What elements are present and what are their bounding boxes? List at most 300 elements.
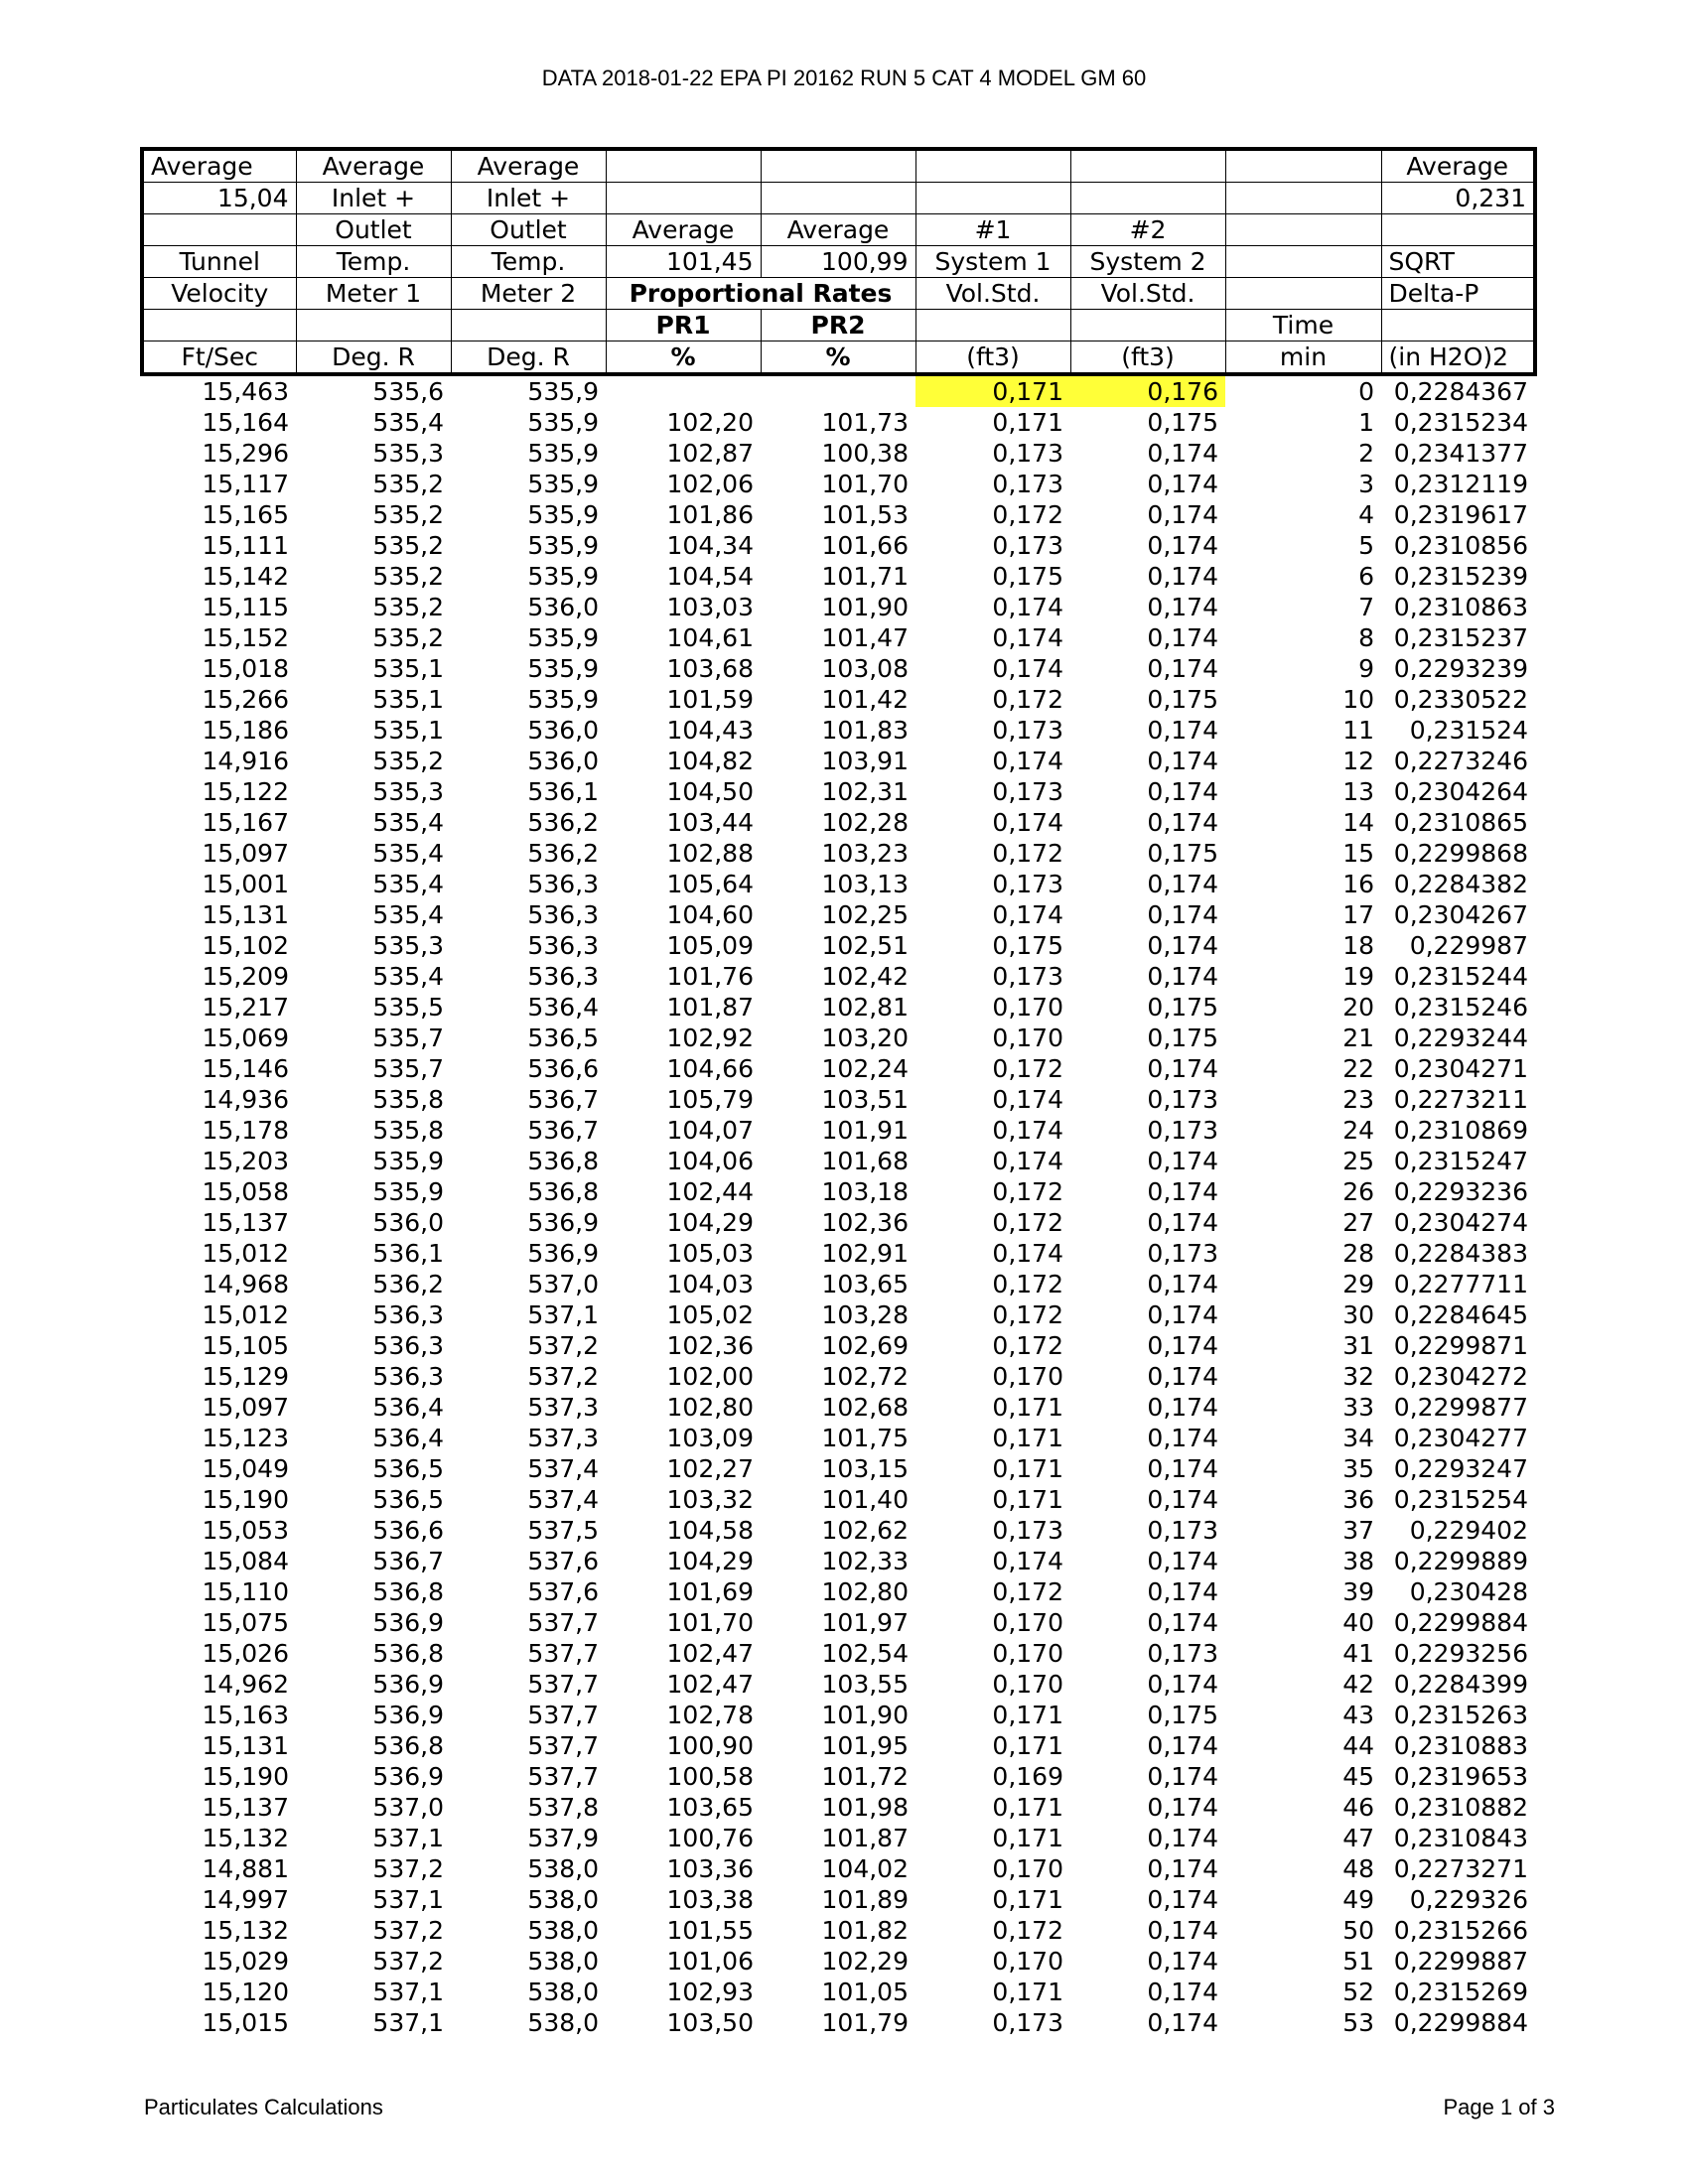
table-cell: 0,170 [992, 1639, 1063, 1668]
table-cell: 0,2315266 [1393, 1916, 1528, 1945]
table-cell: 101,90 [821, 1701, 909, 1729]
table-cell: 537,2 [527, 1362, 599, 1391]
table-cell: 15,097 [202, 839, 289, 868]
table-cell: 0,174 [1147, 716, 1218, 745]
table-cell: 535,2 [372, 623, 444, 652]
table-cell: 535,4 [372, 900, 444, 929]
table-cell: 535,3 [372, 931, 444, 960]
header-cell [1070, 149, 1225, 183]
table-cell: 16 [1342, 870, 1374, 898]
table-cell: 536,3 [527, 900, 599, 929]
table-cell: 14,936 [202, 1085, 289, 1114]
table-cell: 15,217 [202, 993, 289, 1022]
table-cell: 100,58 [666, 1762, 754, 1791]
table-cell: 105,03 [666, 1239, 754, 1268]
table-cell: 535,9 [527, 654, 599, 683]
table-cell: 538,0 [527, 1978, 599, 2006]
table-cell: 52 [1342, 1978, 1374, 2006]
header-cell [606, 149, 761, 183]
table-cell: 7 [1358, 593, 1374, 621]
header-cell: SQRT [1381, 246, 1535, 278]
table-row [142, 1053, 1535, 1084]
table-cell: 102,91 [821, 1239, 909, 1268]
table-cell: 0,171 [992, 1885, 1063, 1914]
table-cell: 536,0 [372, 1208, 444, 1237]
table-cell: 101,76 [666, 962, 754, 991]
table-cell: 104,06 [666, 1147, 754, 1175]
table-cell: 48 [1342, 1854, 1374, 1883]
table-cell: 0,174 [992, 654, 1063, 683]
table-cell: 102,36 [821, 1208, 909, 1237]
table-cell: 0,174 [1147, 1731, 1218, 1760]
table-cell: 0,174 [1147, 808, 1218, 837]
table-cell: 0,174 [1147, 1670, 1218, 1699]
table-cell: 536,2 [527, 808, 599, 837]
table-cell: 18 [1342, 931, 1374, 960]
table-row [142, 1546, 1535, 1576]
table-row [142, 1207, 1535, 1238]
table-cell: 103,03 [666, 593, 754, 621]
table-row [142, 1576, 1535, 1607]
table-cell: 103,55 [821, 1670, 909, 1699]
table-row [142, 1730, 1535, 1761]
table-cell: 537,0 [372, 1793, 444, 1822]
table-row [142, 1269, 1535, 1299]
table-cell: 536,8 [527, 1177, 599, 1206]
table-row [142, 746, 1535, 776]
table-cell: 535,4 [372, 839, 444, 868]
table-cell: 105,09 [666, 931, 754, 960]
table-cell: 15,296 [202, 439, 289, 468]
table-cell: 0,174 [1147, 962, 1218, 991]
table-cell: 103,68 [666, 654, 754, 683]
table-cell: 50 [1342, 1916, 1374, 1945]
table-cell: 49 [1342, 1885, 1374, 1914]
table-cell: 14,916 [202, 747, 289, 775]
table-cell: 15,266 [202, 685, 289, 714]
table-cell: 13 [1342, 777, 1374, 806]
table-cell: 0,171 [992, 1454, 1063, 1483]
header-cell: #1 [915, 214, 1070, 246]
header-cell [1225, 278, 1381, 310]
table-cell: 537,4 [527, 1454, 599, 1483]
table-cell: 102,62 [821, 1516, 909, 1545]
header-cell [296, 310, 451, 341]
table-cell: 0,172 [992, 1054, 1063, 1083]
table-cell: 47 [1342, 1824, 1374, 1852]
table-row [142, 1515, 1535, 1546]
table-cell: 0,174 [1147, 777, 1218, 806]
header-cell [1070, 310, 1225, 341]
table-cell: 102,47 [666, 1639, 754, 1668]
table-cell: 15,152 [202, 623, 289, 652]
table-cell: 27 [1342, 1208, 1374, 1237]
table-cell: 537,7 [527, 1731, 599, 1760]
header-cell: Inlet + [451, 183, 606, 214]
table-cell: 537,3 [527, 1424, 599, 1452]
table-cell: 0,2277711 [1393, 1270, 1528, 1298]
header-cell [915, 149, 1070, 183]
table-cell: 15,102 [202, 931, 289, 960]
table-cell: 0,2284645 [1393, 1300, 1528, 1329]
table-cell: 101,53 [821, 500, 909, 529]
table-row [142, 1607, 1535, 1638]
table-cell: 0,174 [1147, 870, 1218, 898]
table-cell: 103,08 [821, 654, 909, 683]
table-cell: 15,209 [202, 962, 289, 991]
table-cell: 0,172 [992, 1270, 1063, 1298]
table-cell: 537,7 [527, 1762, 599, 1791]
table-cell: 535,4 [372, 962, 444, 991]
header-cell: Meter 2 [451, 278, 606, 310]
table-cell: 104,66 [666, 1054, 754, 1083]
header-cell: Outlet [451, 214, 606, 246]
average-pr1-value: 101,45 [606, 246, 761, 278]
table-cell: 0,174 [1147, 1854, 1218, 1883]
table-cell: 536,3 [527, 931, 599, 960]
table-cell: 0,175 [1147, 408, 1218, 437]
table-cell: 536,0 [527, 747, 599, 775]
header-cell [1225, 246, 1381, 278]
table-cell: 102,47 [666, 1670, 754, 1699]
table-cell: 2 [1358, 439, 1374, 468]
table-cell: 0,2304271 [1393, 1054, 1528, 1083]
table-cell: 536,7 [527, 1116, 599, 1145]
table-cell: 0,2315246 [1393, 993, 1528, 1022]
table-cell: 105,02 [666, 1300, 754, 1329]
table-cell: 535,4 [372, 870, 444, 898]
table-cell: 15,015 [202, 2008, 289, 2037]
table-cell: 102,88 [666, 839, 754, 868]
table-cell: 0,2315244 [1393, 962, 1528, 991]
table-row [142, 1484, 1535, 1515]
table-cell: 536,9 [372, 1701, 444, 1729]
table-cell: 0,173 [992, 531, 1063, 560]
table-cell: 0,2315237 [1393, 623, 1528, 652]
table-cell: 102,54 [821, 1639, 909, 1668]
table-row [142, 715, 1535, 746]
table-cell: 0,174 [1147, 500, 1218, 529]
table-cell: 15,012 [202, 1300, 289, 1329]
table-cell: 0,2273211 [1393, 1085, 1528, 1114]
table-cell: 11 [1342, 716, 1374, 745]
header-cell: Average [296, 149, 451, 183]
table-cell: 0,2310869 [1393, 1116, 1528, 1145]
table-cell: 0,174 [1147, 562, 1218, 591]
header-cell: System 2 [1070, 246, 1225, 278]
table-cell: 536,8 [527, 1147, 599, 1175]
table-row [142, 374, 1535, 407]
table-cell: 535,9 [372, 1147, 444, 1175]
table-cell: 537,2 [372, 1947, 444, 1976]
table-cell: 103,65 [666, 1793, 754, 1822]
table-cell: 15,018 [202, 654, 289, 683]
table-cell: 536,4 [527, 993, 599, 1022]
table-cell: 104,82 [666, 747, 754, 775]
table-cell: 536,3 [372, 1300, 444, 1329]
table-cell: 0,170 [992, 1024, 1063, 1052]
table-cell: 0,174 [1147, 1300, 1218, 1329]
header-cell: Outlet [296, 214, 451, 246]
table-cell: 535,1 [372, 716, 444, 745]
table-cell: 36 [1342, 1485, 1374, 1514]
header-cell: Ft/Sec [142, 341, 296, 375]
table-cell: 0,230428 [1409, 1577, 1528, 1606]
table-cell: 537,8 [527, 1793, 599, 1822]
table-row [142, 1884, 1535, 1915]
table-cell [761, 374, 915, 407]
table-cell: 0,174 [992, 808, 1063, 837]
table-cell: 17 [1342, 900, 1374, 929]
table-cell: 0,174 [1147, 1577, 1218, 1606]
table-cell: 101,73 [821, 408, 909, 437]
table-row [142, 992, 1535, 1023]
table-cell: 535,8 [372, 1116, 444, 1145]
table-cell: 535,2 [372, 531, 444, 560]
table-cell: 15,001 [202, 870, 289, 898]
header-cell: % [606, 341, 761, 375]
header-row [142, 183, 1535, 214]
table-cell: 101,47 [821, 623, 909, 652]
table-row [142, 1361, 1535, 1392]
table-cell: 535,8 [372, 1085, 444, 1114]
table-row [142, 592, 1535, 622]
header-cell [606, 183, 761, 214]
table-cell: 0,174 [1147, 1608, 1218, 1637]
table-cell: 102,93 [666, 1978, 754, 2006]
table-cell: 536,8 [372, 1639, 444, 1668]
table-cell: 15,029 [202, 1947, 289, 1976]
table-cell: 0,2284382 [1393, 870, 1528, 898]
table-cell: 538,0 [527, 1854, 599, 1883]
table-cell: 15,123 [202, 1424, 289, 1452]
table-cell: 53 [1342, 2008, 1374, 2037]
table-cell: 536,3 [372, 1331, 444, 1360]
table-cell: 0,173 [992, 1516, 1063, 1545]
table-cell: 536,4 [372, 1424, 444, 1452]
table-row [142, 930, 1535, 961]
table-cell: 0,2304277 [1393, 1424, 1528, 1452]
header-cell: (in H2O)2 [1381, 341, 1535, 375]
table-cell: 15,463 [202, 377, 289, 406]
table-cell: 0,173 [992, 470, 1063, 498]
table-cell: 0,171 [992, 408, 1063, 437]
table-cell: 0,173 [1147, 1239, 1218, 1268]
table-cell: 0,175 [1147, 685, 1218, 714]
table-cell: 536,9 [527, 1239, 599, 1268]
table-cell: 0,231524 [1409, 716, 1528, 745]
table-cell: 535,4 [372, 408, 444, 437]
table-cell: 0,174 [1147, 1177, 1218, 1206]
table-cell: 536,9 [372, 1762, 444, 1791]
table-cell: 41 [1342, 1639, 1374, 1668]
table-cell: 0,171 [992, 1701, 1063, 1729]
table-cell: 103,44 [666, 808, 754, 837]
table-cell: 102,27 [666, 1454, 754, 1483]
table-cell: 0,170 [992, 1947, 1063, 1976]
table-cell: 20 [1342, 993, 1374, 1022]
header-row [142, 246, 1535, 278]
table-cell: 535,2 [372, 747, 444, 775]
table-cell: 101,70 [666, 1608, 754, 1637]
table-cell: 0,2284383 [1393, 1239, 1528, 1268]
table-cell: 0,174 [1147, 1916, 1218, 1945]
table-row [142, 869, 1535, 899]
table-cell: 15,142 [202, 562, 289, 591]
page-title: DATA 2018-01-22 EPA PI 20162 RUN 5 CAT 4 MODEL GM 60 [541, 66, 1147, 90]
table-cell: 15,026 [202, 1639, 289, 1668]
table-cell: 0,174 [992, 1085, 1063, 1114]
table-row [142, 1392, 1535, 1423]
table-cell: 0,2315239 [1393, 562, 1528, 591]
table-cell: 0,174 [1147, 1762, 1218, 1791]
table-cell: 537,1 [372, 1885, 444, 1914]
table-cell: 535,9 [527, 531, 599, 560]
table-cell: 102,28 [821, 808, 909, 837]
table-row [142, 1669, 1535, 1700]
table-cell: 101,69 [666, 1577, 754, 1606]
table-cell: 15,129 [202, 1362, 289, 1391]
table-cell: 15,186 [202, 716, 289, 745]
table-cell: 43 [1342, 1701, 1374, 1729]
table-cell: 535,4 [372, 808, 444, 837]
header-cell [1225, 183, 1381, 214]
table-cell: 105,64 [666, 870, 754, 898]
header-cell: min [1225, 341, 1381, 375]
table-cell: 0,170 [992, 1670, 1063, 1699]
table-cell: 0,175 [1147, 839, 1218, 868]
table-cell: 0,2273271 [1393, 1854, 1528, 1883]
table-cell: 103,50 [666, 2008, 754, 2037]
table-cell: 536,0 [527, 593, 599, 621]
data-table [140, 147, 1537, 2038]
table-cell: 0,2341377 [1393, 439, 1528, 468]
table-cell: 0,2293247 [1393, 1454, 1528, 1483]
table-cell: 0,174 [1147, 900, 1218, 929]
table-cell: 0,174 [1147, 1947, 1218, 1976]
table-cell: 0,173 [1147, 1116, 1218, 1145]
table-cell: 0,2315263 [1393, 1701, 1528, 1729]
table-cell: 102,20 [666, 408, 754, 437]
table-cell: 0,174 [992, 747, 1063, 775]
table-cell: 0,175 [1147, 1024, 1218, 1052]
table-cell: 45 [1342, 1762, 1374, 1791]
table-cell: 19 [1342, 962, 1374, 991]
table-cell: 15,132 [202, 1824, 289, 1852]
table-row [142, 1238, 1535, 1269]
table-cell: 101,86 [666, 500, 754, 529]
table-cell: 0,173 [992, 439, 1063, 468]
table-cell: 0,175 [1147, 993, 1218, 1022]
table-cell: 0,174 [992, 1147, 1063, 1175]
average-velocity-value: 15,04 [142, 183, 296, 214]
table-cell: 536,3 [527, 962, 599, 991]
table-cell: 0,171 [992, 1424, 1063, 1452]
table-cell: 536,1 [372, 1239, 444, 1268]
table-cell: 101,82 [821, 1916, 909, 1945]
table-cell: 535,7 [372, 1024, 444, 1052]
header-cell [1225, 214, 1381, 246]
header-cell [761, 149, 915, 183]
table-cell: 0,174 [992, 1547, 1063, 1575]
table-cell: 15,164 [202, 408, 289, 437]
table-row [142, 1700, 1535, 1730]
table-cell: 0,172 [992, 1916, 1063, 1945]
table-cell: 0,174 [992, 593, 1063, 621]
header-cell [1070, 183, 1225, 214]
table-body [142, 374, 1535, 2038]
table-cell: 536,6 [527, 1054, 599, 1083]
table-cell: 24 [1342, 1116, 1374, 1145]
table-cell: 103,32 [666, 1485, 754, 1514]
table-cell: 535,9 [527, 470, 599, 498]
table-cell: 0,2299871 [1393, 1331, 1528, 1360]
table-cell: 0,2315234 [1393, 408, 1528, 437]
header-cell: Temp. [451, 246, 606, 278]
table-cell: 15,165 [202, 500, 289, 529]
table-cell: 535,3 [372, 777, 444, 806]
table-cell: 15,146 [202, 1054, 289, 1083]
table-cell: 535,9 [372, 1177, 444, 1206]
table-cell: 15,178 [202, 1116, 289, 1145]
table-cell: 15,049 [202, 1454, 289, 1483]
table-row [142, 653, 1535, 684]
table-cell: 15,203 [202, 1147, 289, 1175]
table-cell: 37 [1342, 1516, 1374, 1545]
table-cell: 101,75 [821, 1424, 909, 1452]
header-cell: Average [606, 214, 761, 246]
table-cell: 536,8 [372, 1731, 444, 1760]
table-cell: 0,2273246 [1393, 747, 1528, 775]
table-cell: 101,91 [821, 1116, 909, 1145]
table-cell: 14,881 [202, 1854, 289, 1883]
table-cell: 100,76 [666, 1824, 754, 1852]
table-cell: 0,174 [1147, 1885, 1218, 1914]
table-cell: 15,111 [202, 531, 289, 560]
table-cell: 0,2304274 [1393, 1208, 1528, 1237]
table-cell: 0,229402 [1409, 1516, 1528, 1545]
table-cell: 535,9 [527, 439, 599, 468]
table-cell: 0,175 [992, 562, 1063, 591]
table-row [142, 1146, 1535, 1176]
table-cell: 538,0 [527, 1916, 599, 1945]
table-cell: 101,87 [666, 993, 754, 1022]
table-cell: 15,132 [202, 1916, 289, 1945]
table-cell: 0,2319617 [1393, 500, 1528, 529]
table-cell: 1 [1358, 408, 1374, 437]
table-cell: 0,2293236 [1393, 1177, 1528, 1206]
table-cell: 102,42 [821, 962, 909, 991]
table-cell: 0,172 [992, 1177, 1063, 1206]
table-cell: 0,174 [992, 900, 1063, 929]
table-cell: 0,2304272 [1393, 1362, 1528, 1391]
table-cell: 102,72 [821, 1362, 909, 1391]
table-cell: 536,6 [372, 1516, 444, 1545]
table-cell: 535,1 [372, 654, 444, 683]
table-cell: 101,83 [821, 716, 909, 745]
table-cell: 0,2293256 [1393, 1639, 1528, 1668]
table-cell: 535,9 [527, 377, 599, 406]
header-cell [915, 183, 1070, 214]
table-cell: 12 [1342, 747, 1374, 775]
table-cell: 0,173 [992, 962, 1063, 991]
table-row [142, 807, 1535, 838]
table-cell: 0,2299884 [1393, 1608, 1528, 1637]
header-cell: Vol.Std. [1070, 278, 1225, 310]
table-cell: 101,68 [821, 1147, 909, 1175]
table-row [142, 1330, 1535, 1361]
table-cell: 4 [1358, 500, 1374, 529]
